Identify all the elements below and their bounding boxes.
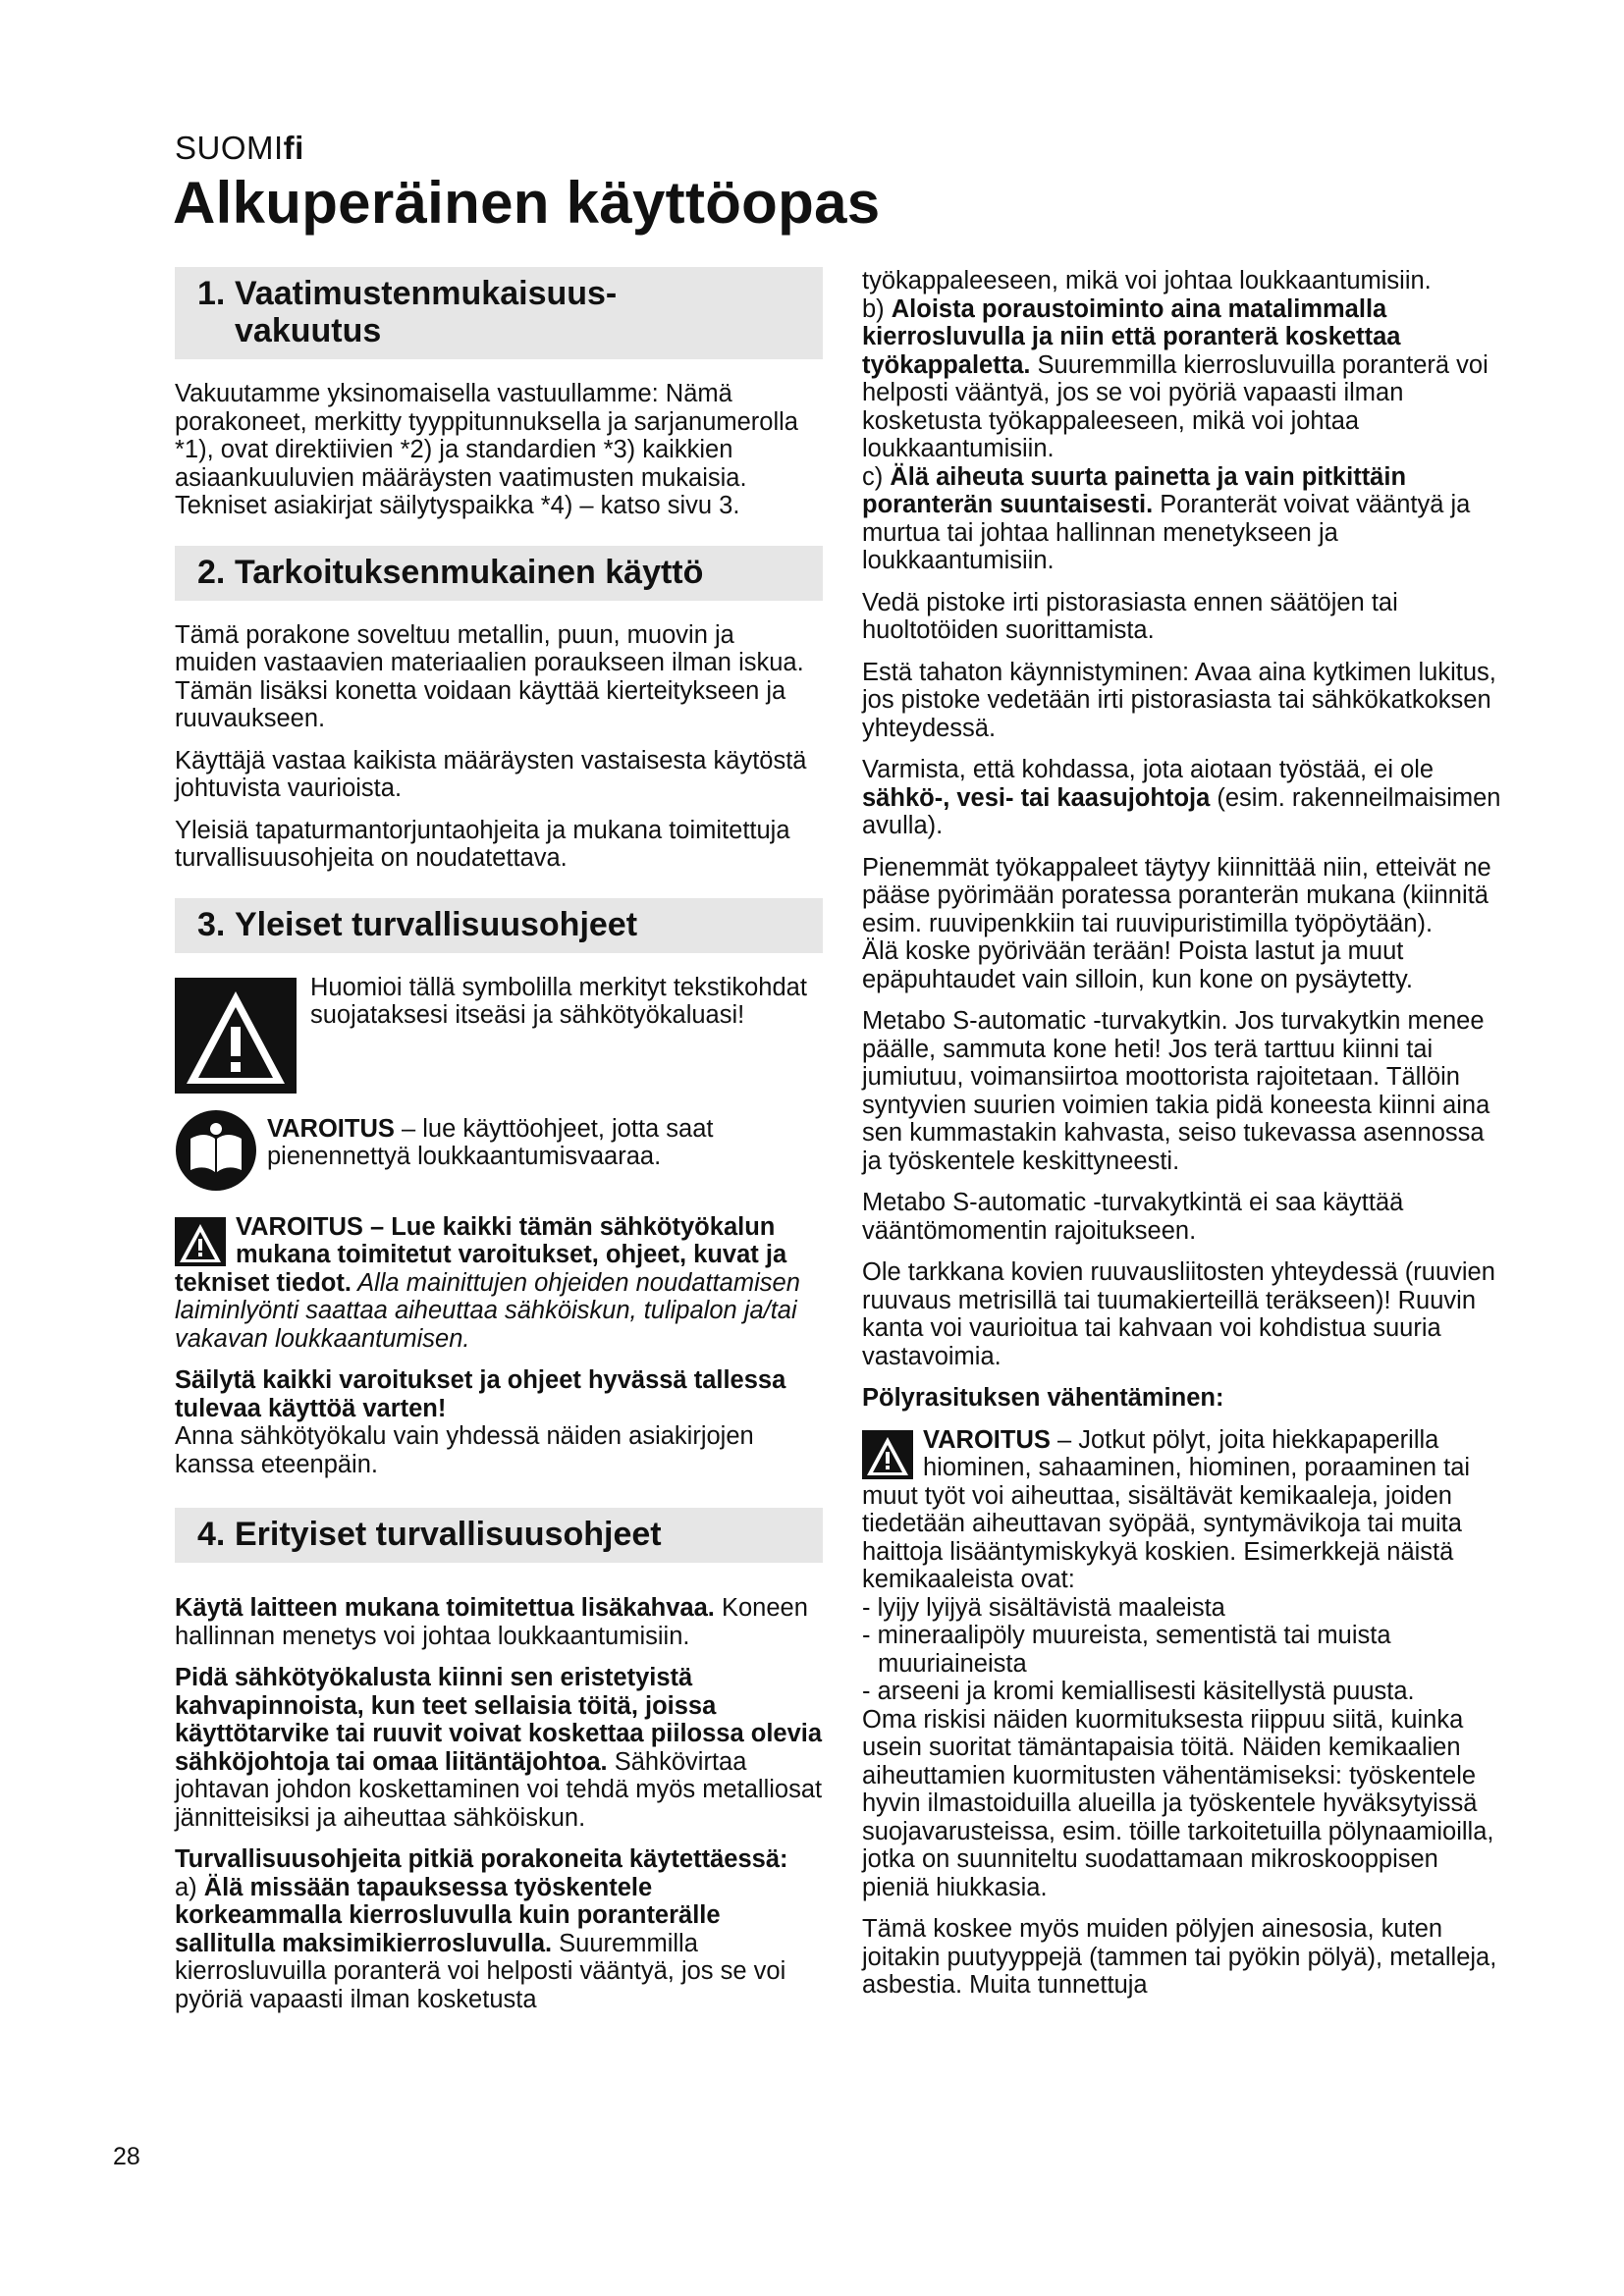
dust-warning: VAROITUS – Jotkut pölyt, joita hiekkapaperilla hiominen, sahaaminen, hiominen, poraaminen tai muut työt voi aiheuttaa, sisältävät kemikaaleja, joiden tiedetään aiheuttavan syöpää, syntymävikoja tai muita haittoja lisääntymiskykyä koskien. Esimerkkejä näistä kemikaaleista ovat: — [862, 1425, 1471, 1593]
list-item: - arseeni ja kromi kemiallisesti käsitellystä puusta. — [862, 1678, 1415, 1705]
read-manual-note — [175, 1109, 823, 1192]
page-title: Alkuperäinen käyttöopas — [173, 170, 881, 236]
symbol-note-text: Huomioi tällä symbolilla merkityt tekstikohdat suojataksesi itseäsi ja sähkötyökaluasi! — [310, 973, 807, 1029]
hidden-lines-text: Varmista, että kohdassa, jota aiotaan työstää, ei ole sähkö-, vesi- tai kaasujohtoja (esim. rakenneilmaisimen avulla). — [862, 756, 1501, 839]
s-automatic-text: Metabo S-automatic -turvakytkin. Jos turvakytkin menee päälle, sammuta kone heti! Jos terä tarttuu kiinni tai jumiutuu, voimansiirtoa moottorista rajoitetaan. Tällöin syntyvien suurien voimien takia pidä koneesta kiinni aina sen kummastakin kahvasta, seiso tukevassa asennossa ja työskentele keskittyneesti. — [862, 1007, 1490, 1175]
read-manual-text: – lue käyttöohjeet, jotta saat pienennettyä loukkaantumisvaaraa. — [267, 1114, 714, 1170]
torque-limit-text: Metabo S-automatic -turvakytkintä ei saa käyttää vääntömomentin rajoitukseen. — [862, 1189, 1404, 1245]
section-3-heading: 3. Yleiset turvallisuusohjeet — [175, 898, 823, 953]
warning-label: VAROITUS — [267, 1114, 395, 1143]
chemical-list — [862, 1594, 1510, 1706]
other-dust-text: Tämä koskee myös muiden pölyjen ainesosia, kuten joitakin puutyyppejä (tammen tai pyökin pölyä), metalleja, asbestia. Muita tunnettuja — [862, 1915, 1497, 1999]
item-c: c) Älä aiheuta suurta painetta ja vain pitkittäin poranterän suuntaisesti. Poranterät voivat vääntyä ja murtua tai johtaa hallinnan menetykseen ja loukkaantumisiin. — [862, 462, 1471, 574]
section-2-heading: 2. Tarkoituksenmukainen käyttö — [175, 546, 823, 601]
keep-instructions: Säilytä kaikki varoitukset ja ohjeet hyvässä tallessa tulevaa käyttöä varten! Anna sähkötyökalu vain yhdessä näiden asiakirjojen kanssa eteenpäin. — [175, 1366, 786, 1478]
warning-triangle-icon — [175, 978, 297, 1094]
item-b: b) Aloista poraustoiminto aina matalimmalla kierrosluvulla ja niin että poranterä koskettaa työkappaletta. Suuremmilla kierrosluvuilla poranterä voi helposti vääntyä, jos se voi pyöriä vapaasti ilman kosketusta työkappaleeseen, mikä voi johtaa loukkaantumisiin. — [862, 294, 1489, 462]
regulations-text: Yleisiä tapaturmantorjuntaohjeita ja mukana toimitettuja turvallisuusohjeita on noudatettava. — [175, 816, 790, 872]
small-workpieces-text: Pienemmät työkappaleet täytyy kiinnittää niin, etteivät ne pääse pyörimään poratessa poranterän mukana (kiinnitä esim. ruuvipenkkiin tai ruuvipuristimilla työpöytään). — [862, 853, 1491, 937]
exposure-risk-text: Oma riskisi näiden kuormituksesta riippuu siitä, kuinka usein suoritat tämäntapaisia töitä. Näiden kemikaalien aiheuttamien kuormitusten vähentämiseksi: työskentele hyvin ilmastoiduilla alueilla ja työskentele hyväksytyissä suojavarusteissa, esim. töille tarkoitetuilla pölynaamioilla, jotka on suunniteltu suodattamaan mikroskooppisen pieniä hiukkasia. — [862, 1705, 1494, 1901]
dust-heading: Pölyrasituksen vähentäminen: — [862, 1384, 1224, 1412]
list-item: - lyijy lyijyä sisältävistä maaleista — [862, 1593, 1225, 1622]
page-number: 28 — [113, 2143, 140, 2170]
general-warning: VAROITUS – Lue kaikki tämän sähkötyökalun mukana toimitetut varoitukset, ohjeet, kuvat ja tekniset tiedot. Alla mainittujen ohjeiden noudattamisen laiminlyönti saattaa aiheuttaa sähköiskun, tulipalon ja/tai vakavan loukkaantumisen. — [175, 1212, 800, 1353]
right-column — [862, 267, 1510, 2013]
left-column — [175, 267, 823, 2013]
liability-text: Käyttäjä vastaa kaikista määräysten vastaisesta käytöstä johtuvista vaurioista. — [175, 746, 807, 802]
insulated-grip-text: Pidä sähkötyökalusta kiinni sen eristetyistä kahvapinnoista, kun teet sellaisia töitä, joissa käyttötarvike tai ruuvit voivat koskettaa piilossa olevia sähköjohtoja tai omaa liitäntäjohtoa. Sähkövirtaa johtavan johdon koskettaminen voi tehdä myös metalliosat jännitteisiksi ja aiheuttaa sähköiskun. — [175, 1664, 823, 1832]
read-manual-icon — [175, 1109, 257, 1192]
list-item: - mineraalipöly muureista, sementistä tai muista — [862, 1622, 1391, 1649]
unplug-text: Vedä pistoke irti pistorasiasta ennen säätöjen tai huoltotöiden suorittamista. — [862, 588, 1398, 644]
symbol-note — [175, 974, 823, 1094]
rotating-bit-text: Älä koske pyörivään terään! Poista lastut ja muut epäpuhtaudet vain silloin, kun kone on pysäytetty. — [862, 937, 1413, 993]
language-label: SUOMIfi — [175, 130, 304, 166]
intended-use-text: Tämä porakone soveltuu metallin, puun, muovin ja muiden vastaavien materiaalien poraukseen ilman iskua. Tämän lisäksi konetta voidaan käyttää kierteitykseen ja ruuvaukseen. — [175, 620, 804, 732]
warning-icon — [175, 1217, 226, 1266]
conformity-text: Vakuutamme yksinomaisella vastuullamme: Nämä porakoneet, merkitty tyyppitunnuksella ja sarjanumerolla *1), ovat direktiivien *2) ja standardien *3) kaikkien asiaankuuluvien määräysten vaatimusten mukaisia. Tekniset asiakirjat säilytyspaikka *4) – katso sivu 3. — [175, 380, 798, 519]
auxiliary-handle-text: Käytä laitteen mukana toimitettua lisäkahvaa. Koneen hallinnan menetys voi johtaa loukkaantumisiin. — [175, 1594, 808, 1650]
right-continuation: työkappaleeseen, mikä voi johtaa loukkaantumisiin. — [862, 267, 1432, 294]
warning-icon — [862, 1430, 913, 1479]
long-drill-text: Turvallisuusohjeita pitkiä porakoneita käytettäessä: a) Älä missään tapauksessa työskentele korkeammalla kierrosluvulla kuin poranterälle sallitulla maksimikierrosluvulla. Suuremmilla kierrosluvuilla poranterä voi helposti vääntyä, jos se voi pyöriä vapaasti ilman kosketusta — [175, 1845, 788, 2013]
section-1-heading: 1. Vaatimustenmukaisuus- vakuutus — [175, 267, 823, 359]
unintended-start-text: Estä tahaton käynnistyminen: Avaa aina kytkimen lukitus, jos pistoke vedetään irti pistorasiasta tai sähkökatkoksen yhteydessä. — [862, 658, 1496, 742]
hard-screw-text: Ole tarkkana kovien ruuvausliitosten yhteydessä (ruuvien ruuvaus metrisillä tai tuumakierteillä teräkseen)! Ruuvin kanta voi vaurioitua tai kahvaan voi kohdistua suuria vastavoimia. — [862, 1258, 1495, 1370]
list-item: muuriaineista — [878, 1649, 1027, 1678]
section-4-heading: 4. Erityiset turvallisuusohjeet — [175, 1508, 823, 1563]
